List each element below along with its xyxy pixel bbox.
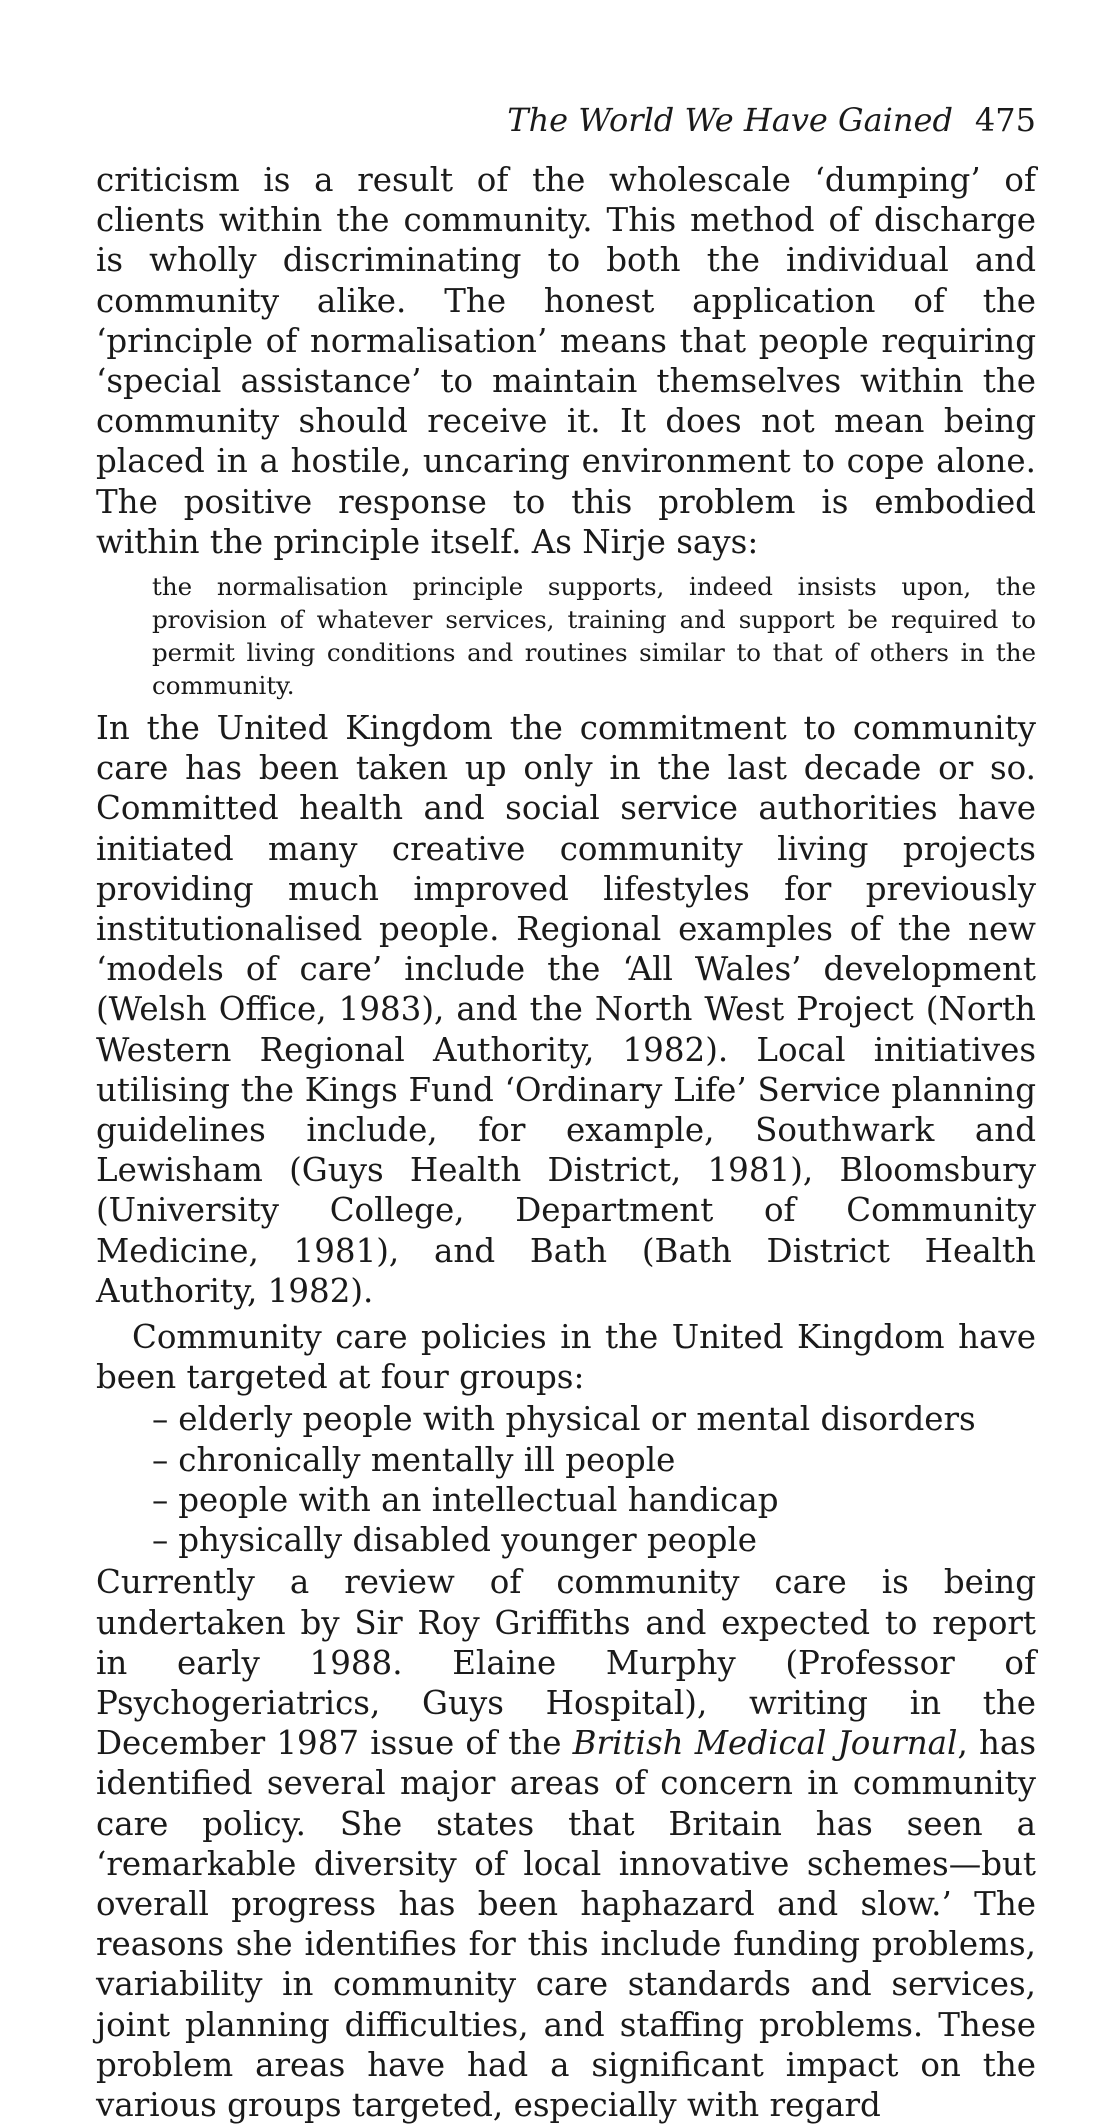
list-item-text: physically disabled younger people [178,1521,758,1560]
list-item [152,1480,1036,1520]
target-groups-list [152,1399,1036,1560]
list-item [152,1440,1036,1480]
paragraph-community-care-policies: Community care policies in the United Kingdom have been targeted at four groups: [96,1318,1036,1397]
paragraph-text: , has identified several major areas of concern in community care policy. She states that Britain has seen a ‘remarkable diversity of local innovative schemes—but overall progress has been haphazard and slow.’ The reasons she identifies for this include funding problems, variability in community care standards and services, joint planning difficulties, and staffing problems. These problem areas have had a significant impact on the various groups targeted, especially with regard [96,1724,1036,2124]
page-number: 475 [974,101,1036,139]
paragraph-united-kingdom: In the United Kingdom the commitment to community care has been taken up only in the last decade or so. Committed health and social service authorities have initiated many creative community living projects providing much improved lifestyles for previously institutionalised people. Regional examples of the new ‘models of care’ include the ‘All Wales’ development (Welsh Office, 1983), and the North West Project (North Western Regional Authority, 1982). Local initiatives utilising the Kings Fund ‘Ordinary Life’ Service planning guidelines include, for example, Southwark and Lewisham (Guys Health District, 1981), Bloomsbury (University College, Department of Community Medicine, 1981), and Bath (Bath District Health Authority, 1982). [96,709,1036,1310]
list-item [152,1399,1036,1439]
list-item [152,1520,1036,1560]
nirje-quote: the normalisation principle supports, indeed insists upon, the provision of whatever services, training and support be required to permit living conditions and routines similar to that of others in the community. [152,572,1036,701]
bullet: – [152,1440,169,1479]
bullet: – [152,1480,169,1519]
running-title: The World We Have Gained [507,101,953,139]
list-item-text: people with an intellectual handicap [178,1480,779,1519]
bullet: – [152,1400,169,1439]
body-text [96,160,1036,2125]
list-item-text: elderly people with physical or mental disorders [178,1400,976,1439]
paragraph-text: Currently a review of community care is being undertaken by Sir Roy Griffiths and expected to report in early 1988. Elaine Murphy (Professor of Psychogeriatrics, Guys Hospital), writing in the December 1987 issue of the [96,1563,1036,1763]
running-header [96,100,1036,140]
list-item-text: chronically mentally ill people [178,1440,676,1479]
journal-title: British Medical Journal [572,1724,958,1763]
bullet: – [152,1521,169,1560]
paragraph-griffiths-review [96,1562,1036,2125]
paragraph-criticism: criticism is a result of the wholescale ‘dumping’ of clients within the community. This method of discharge is wholly discriminating to both the individual and community alike. The honest application of the ‘principle of normalisation’ means that people requiring ‘special assistance’ to maintain themselves within the community should receive it. It does not mean being placed in a hostile, uncaring environment to cope alone. The positive response to this problem is embodied within the principle itself. As Nirje says: [96,161,1036,561]
